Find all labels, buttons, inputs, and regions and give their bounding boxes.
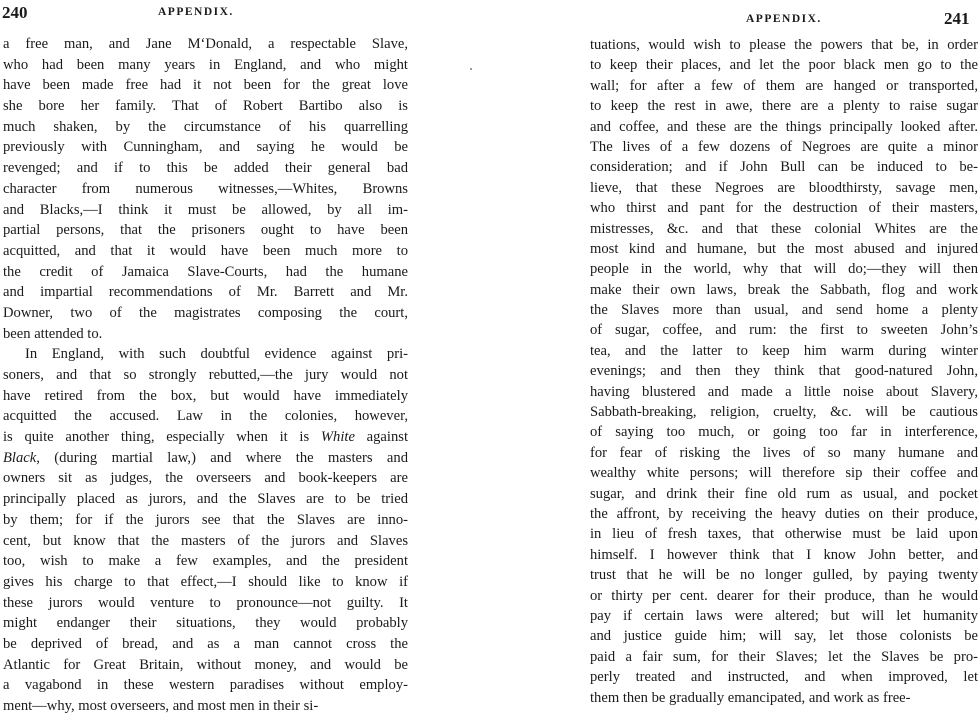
text-line: owners sit as judges, the overseers and book-keepers are — [3, 470, 408, 487]
text-line: Atlantic for Great Britain, without money, and would be — [3, 656, 408, 673]
text-line: them then be gradually emancipated, and work as free- — [590, 689, 911, 706]
text-line: consideration; and if John Bull can be induced to be- — [590, 159, 978, 176]
text-line: soners, and that so strongly rebutted,—the jury would not — [3, 367, 408, 383]
text-line: of saying too much, or going too far in interference, — [590, 424, 978, 441]
text-line: for fear of risking the lives of so many humane and — [590, 444, 978, 461]
text-line: by them; for if the jurors see that the Slaves are inno- — [3, 511, 408, 528]
text-line: mistresses, &c. and that these colonial Whites are the — [590, 220, 978, 237]
text-line: and impartial recommendations of Mr. Barrett and Mr. — [3, 284, 408, 301]
text-line: to keep their places, and let the poor black men go to the — [590, 57, 978, 74]
text-line: much shaken, by the circumstance of his quarrelling — [3, 118, 408, 135]
text-line: tuations, would wish to please the powers that be, in order — [590, 37, 978, 53]
text-line: ment—why, most overseers, and most men in their si- — [3, 698, 319, 714]
text-line: and coffee, and these are the things principally looked after. — [590, 118, 978, 135]
text-line: and Blacks,—I think it must be allowed, by all im- — [3, 201, 408, 218]
text-line: who had been many years in England, and who might — [3, 56, 408, 73]
text-line: the credit of Jamaica Slave-Courts, had the humane — [3, 263, 408, 280]
text-line: gives his charge to that effect,—I should like to know if — [3, 573, 408, 590]
text-line: sugar, and drink their fine old rum as usual, and pocket — [590, 485, 978, 502]
text-line: previously with Cunningham, and saying he would be — [3, 139, 408, 156]
text-line: be deprived of bread, and as a man cannot cross the — [3, 635, 408, 652]
text-line: evenings; and then they think that good-natured John, — [590, 363, 978, 380]
text-line: a free man, and Jane M‘Donald, a respectable Slave, — [3, 36, 408, 52]
text-line: of sugar, coffee, and rum: the first to sweeten John’s — [590, 322, 978, 339]
text-line: pay if certain laws were altered; but will let humanity — [590, 607, 978, 624]
text-line: make their own laws, break the Sabbath, flog and work — [590, 281, 978, 298]
text-line: the Slaves more than usual, and send home a plenty — [590, 302, 978, 319]
text-line: the affront, by receiving the heavy duties on their produce, — [590, 505, 978, 522]
right-page — [588, 0, 980, 706]
text-line: who thirst and pant for the destruction of their masters, — [590, 200, 978, 217]
text-line: been attended to. — [3, 325, 103, 342]
text-line: most kind and humane, but the most abused and injured — [590, 240, 978, 257]
text-line: principally placed as jurors, and the Slaves are to be tried — [3, 491, 408, 508]
text-line: In England, with such doubtful evidence against pri- — [25, 346, 408, 363]
text-line: having blustered and made a little noise about Slavery, — [590, 383, 978, 400]
right-page-number: 241 — [944, 9, 970, 28]
text-line: to keep the rest in awe, there are a plenty to raise sugar — [590, 98, 978, 115]
text-line: acquitted the accused. Law in the colonies, however, — [3, 408, 408, 425]
right-running-head: APPENDIX. — [746, 13, 822, 25]
text-line: partial persons, that the prisoners ought to have been — [3, 222, 408, 239]
text-line: these jurors would venture to pronounce—not guilty. It — [3, 594, 408, 611]
left-page-header — [0, 0, 412, 30]
text-line: have been made free had it not been for the great love — [3, 77, 408, 94]
text-line: paid a fair sum, for their Slaves; let the Slaves be pro- — [590, 648, 978, 665]
text-line: might endanger their situations, they would probably — [3, 615, 408, 632]
text-line: Sabbath-breaking, religion, cruelty, &c. will be cautious — [590, 404, 978, 421]
text-line: in lieu of fresh taxes, that otherwise must be laid upon — [590, 526, 978, 543]
text-line: cent, but know that the masters of the jurors and Slaves — [3, 532, 408, 549]
text-line: himself. I however think that I know John better, and — [590, 546, 978, 563]
text-line: revenged; and if to this be added their general bad — [3, 160, 408, 177]
text-line: perly treated and instructed, and when improved, let — [590, 669, 978, 686]
text-line: too, wish to make a few examples, and the president — [3, 553, 408, 570]
text-line: trust that he will be no longer gulled, by paying twenty — [590, 567, 978, 584]
left-page-number: 240 — [2, 3, 28, 22]
left-page — [0, 0, 412, 714]
left-running-head: APPENDIX. — [158, 6, 234, 18]
text-line: tea, and the latter to keep him warm during winter — [590, 342, 978, 359]
text-line: wall; for after a few of them are hanged or transported, — [590, 77, 978, 94]
text-line: wealthy white persons; will therefore sip their coffee and — [590, 465, 978, 482]
text-line: Black, (during martial law,) and where the masters and — [3, 449, 408, 466]
text-line: acquitted, and that it would have been much more to — [3, 242, 408, 259]
text-line: The lives of a few dozens of Negroes are quite a minor — [590, 138, 978, 155]
right-page-header — [588, 0, 980, 30]
text-line: people in the world, why that will do;—they will then — [590, 261, 978, 278]
right-page-text — [588, 30, 978, 708]
text-line: have retired from the box, but would have immediately — [3, 387, 408, 404]
text-line: character from numerous witnesses,—Whites, Browns — [3, 180, 408, 197]
text-line: is quite another thing, especially when it is White against — [3, 429, 408, 446]
text-line: Downer, two of the magistrates composing the court, — [3, 304, 408, 321]
text-line: lieve, that these Negroes are bloodthirsty, savage men, — [590, 179, 978, 196]
gutter-speck — [470, 68, 472, 70]
text-line: and justice guide him; will say, let those colonists be — [590, 628, 978, 645]
left-page-text — [0, 30, 408, 717]
text-line: a vagabond in these western paradises without employ- — [3, 677, 408, 694]
text-line: she bore her family. That of Robert Bartibo also is — [3, 98, 408, 115]
text-line: or thirty per cent. dearer for their produce, than he would — [590, 587, 978, 604]
